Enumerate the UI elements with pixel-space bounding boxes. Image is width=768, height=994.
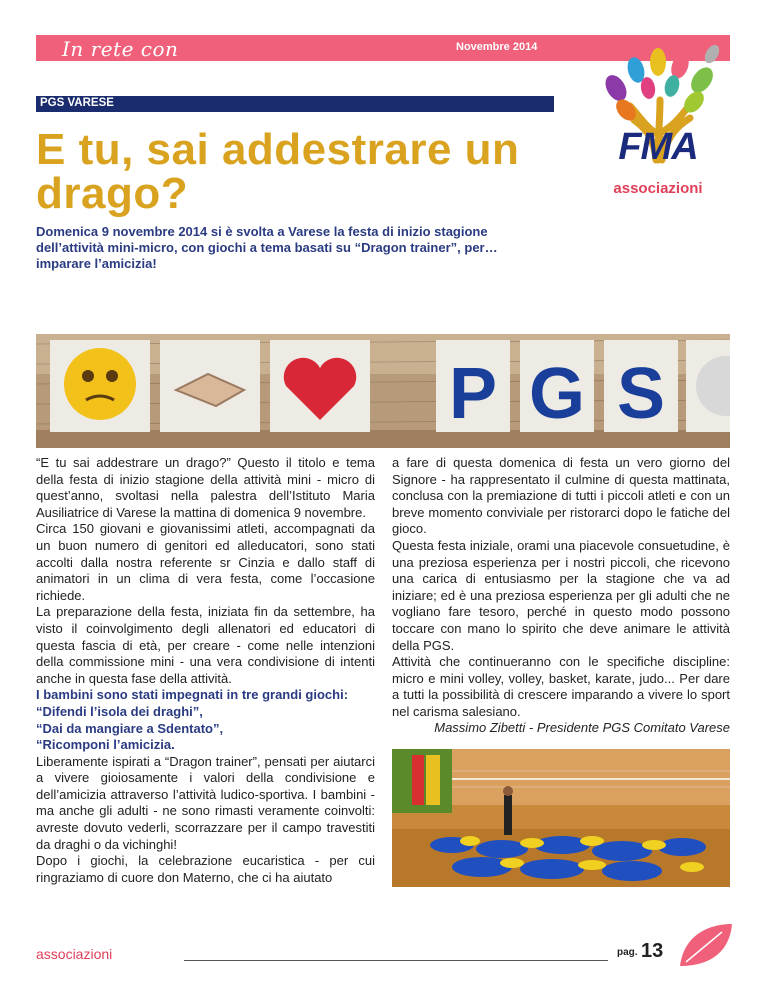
paragraph: Questa festa iniziale, orami una piacevole consuetudine, è una preziosa esperienza per i nostri piccoli, che ricevono una carica di entusiasmo per la stagione che va ad iniziare; ed è una preziosa esperienza per gli adulti che ne vogliano fare tesoro, perché in questo modo possono toccare con mano lo spirito che deve animare le attività della PGS.	[392, 537, 730, 653]
article-lead: Domenica 9 novembre 2014 si è svolta a Varese la festa di inizio stagione dell’attività mini-micro, con giochi a tema basati su “Dragon trainer”, per… imparare l’amicizia!	[36, 224, 498, 271]
photo-gym-children-image	[392, 749, 730, 887]
logo-subtitle: associazioni	[613, 180, 703, 197]
photo-banners-image	[36, 334, 730, 448]
leaf-icon	[676, 920, 734, 970]
games-intro: I bambini sono stati impegnati in tre grandi giochi:	[36, 687, 349, 703]
footer-divider	[184, 960, 608, 961]
article-title: E tu, sai addestrare un drago?	[36, 125, 520, 218]
series-title: In rete con	[62, 37, 179, 61]
game-title: “Ricomponi l’amicizia.	[36, 737, 175, 753]
paragraph: Attività che continueranno con le specifiche discipline: micro e mini volley, volley, basket, karate, judo... Per dare a tutti la possibilità di crescere imparando a vivere lo sport nel carisma salesiano.	[392, 654, 730, 719]
paragraph: Dopo i giochi, la celebrazione eucaristica - per cui ringraziamo di cuore don Materno, che ci ha aiutato	[36, 853, 375, 885]
footer-pag-label: pag.	[617, 947, 638, 958]
section-label: PGS VARESE	[40, 97, 114, 109]
paragraph: “E tu sai addestrare un drago?” Questo il titolo e tema della festa di inizio stagione della attività mini - micro di quest’anno, svoltasi nella palestra dell’Istituto Maria Ausiliatrice di Varese la mattina di domenica 9 novembre.	[36, 455, 375, 520]
paragraph: Circa 150 giovani e giovanissimi atleti, accompagnati da un buon numero di genitori ed alleducatori, sono stati accolti dalla nostra referente sr Cinzia e dallo staff di animatori in un clima di vera festa, come l’occasione richiede.	[36, 521, 375, 603]
page-number: 13	[641, 940, 664, 962]
game-title: “Dai da mangiare a Sdentato”,	[36, 720, 224, 736]
footer-label: associazioni	[36, 946, 113, 962]
article-signature: Massimo Zibetti - Presidente PGS Comitato Varese	[434, 720, 730, 735]
section-bar	[36, 96, 554, 112]
article-column-right	[392, 455, 730, 721]
issue-date: Novembre 2014	[456, 41, 538, 53]
paragraph: Liberamente ispirati a “Dragon trainer”, pensati per aiutarci a vivere gioiosamente i valori della condivisione e dell’amicizia attraverso l’attività ludico-sportiva. I bambini - ma anche gli adulti - ne sono rimasti veramente coinvolti: avreste dovuto vederli, scorrazzare per il campo travestiti da draghi o da vichinghi!	[36, 753, 375, 852]
banner-letter-g: G	[528, 354, 586, 434]
logo-brand: FMA	[618, 126, 698, 168]
paragraph: La preparazione della festa, iniziata fin da settembre, ha visto il coinvolgimento degli allenatori ed educatori di questa fascia di età, per creare - come nelle intenzioni della commissione mini - una vera condivisione di intenti anche in questa fase della attività.	[36, 604, 375, 686]
banner-letter-p: P	[448, 354, 498, 434]
article-column-left	[36, 455, 375, 886]
game-title: “Difendi l’isola dei draghi”,	[36, 703, 203, 719]
banner-letter-s: S	[616, 354, 666, 434]
paragraph: a fare di questa domenica di festa un vero giorno del Signore - ha rappresentato il culmine di questa mattinata, conclusa con la premiazione di tutti i piccoli atleti e con un breve momento conviviale per ristorarci dopo le fatiche del gioco.	[392, 455, 730, 537]
